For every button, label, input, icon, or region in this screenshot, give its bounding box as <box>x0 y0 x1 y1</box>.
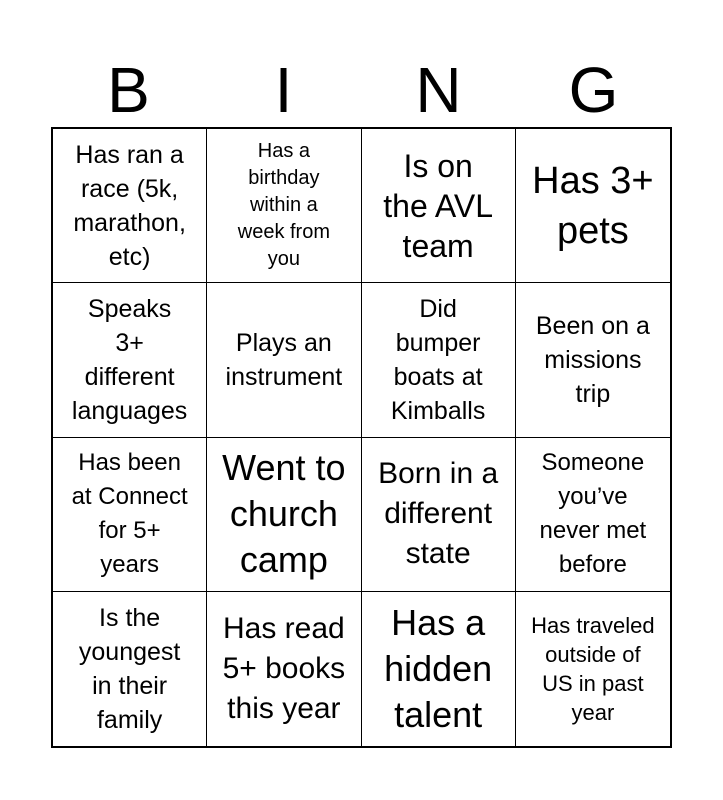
cell-line: marathon, <box>73 208 186 237</box>
bingo-cell[interactable] <box>53 592 207 746</box>
cell-line: different <box>84 362 175 391</box>
bingo-cell[interactable] <box>53 438 207 592</box>
cell-text <box>540 446 647 582</box>
cell-line: boats at <box>393 362 483 391</box>
cell-line: never met <box>539 517 647 545</box>
cell-text <box>384 600 492 738</box>
cell-line: Went to <box>222 447 346 489</box>
bingo-cell[interactable] <box>516 592 670 746</box>
cell-line: Someone <box>541 449 645 477</box>
bingo-cell[interactable] <box>516 283 670 437</box>
cell-line: trip <box>575 379 611 408</box>
cell-line: the AVL <box>383 187 493 224</box>
bingo-cell[interactable] <box>53 129 207 283</box>
cell-line: this year <box>227 691 341 725</box>
cell-line: Is the <box>99 603 161 632</box>
cell-line: different <box>384 497 493 531</box>
header-letter-i: I <box>274 54 293 126</box>
cell-line: church <box>229 493 338 535</box>
cell-line: youngest <box>78 637 181 666</box>
cell-line: Did <box>419 294 457 323</box>
header-letter-g: G <box>568 54 619 126</box>
cell-line: week from <box>237 221 330 244</box>
bingo-cell[interactable] <box>207 129 361 283</box>
cell-line: instrument <box>225 362 343 391</box>
bingo-cell[interactable] <box>207 592 361 746</box>
cell-line: US in past <box>542 670 644 696</box>
cell-line: you <box>267 248 300 271</box>
cell-text <box>223 609 346 729</box>
cell-line: languages <box>71 396 188 425</box>
cell-line: Has a <box>391 601 486 643</box>
cell-line: Born in a <box>378 457 499 491</box>
cell-line: birthday <box>248 167 320 190</box>
bingo-grid <box>51 127 672 748</box>
cell-line: camp <box>239 539 328 581</box>
bingo-cell[interactable] <box>516 129 670 283</box>
cell-line: Has read <box>223 611 345 645</box>
cell-line: before <box>558 551 627 579</box>
cell-line: year <box>571 699 615 725</box>
cell-line: Plays an <box>235 328 332 357</box>
cell-line: Kimballs <box>390 396 486 425</box>
bingo-cell[interactable] <box>362 283 516 437</box>
cell-text <box>73 138 186 274</box>
cell-line: Has ran a <box>75 140 184 169</box>
bingo-cell[interactable] <box>53 283 207 437</box>
cell-line: family <box>96 705 163 734</box>
cell-text <box>531 611 655 727</box>
cell-line: in their <box>92 671 168 700</box>
cell-line: pets <box>556 209 629 252</box>
cell-line: missions <box>544 345 642 374</box>
cell-line: state <box>405 537 471 571</box>
cell-line: Has been <box>78 449 181 477</box>
cell-line: 3+ <box>115 328 144 357</box>
header-letter-n: N <box>415 54 462 126</box>
cell-text <box>226 326 343 394</box>
bingo-cell[interactable] <box>362 592 516 746</box>
cell-line: bumper <box>395 328 481 357</box>
cell-line: at Connect <box>71 483 188 511</box>
cell-text <box>383 146 493 266</box>
cell-line: for 5+ <box>98 517 161 545</box>
cell-line: Speaks <box>87 294 172 323</box>
cell-line: outside of <box>545 641 641 667</box>
cell-line: etc) <box>108 242 151 271</box>
cell-line: race (5k, <box>80 174 179 203</box>
bingo-cell[interactable] <box>516 438 670 592</box>
bingo-cell[interactable] <box>362 438 516 592</box>
cell-text <box>72 446 188 582</box>
cell-line: Has a <box>257 140 310 163</box>
bingo-cell[interactable] <box>207 438 361 592</box>
cell-text <box>391 292 485 428</box>
cell-line: team <box>402 227 474 264</box>
cell-line: Been on a <box>535 311 650 340</box>
cell-text <box>222 445 345 583</box>
bingo-header <box>51 52 671 128</box>
cell-line: hidden <box>384 647 493 689</box>
bingo-cell[interactable] <box>362 129 516 283</box>
cell-text <box>79 601 180 737</box>
cell-text <box>72 292 187 428</box>
cell-text <box>532 156 653 256</box>
cell-text <box>378 454 498 574</box>
cell-line: talent <box>394 693 483 735</box>
bingo-cell[interactable] <box>207 283 361 437</box>
header-letter-b: B <box>107 54 150 126</box>
cell-line: Has 3+ <box>532 159 654 202</box>
cell-line: Is on <box>403 147 473 184</box>
cell-line: you’ve <box>558 483 628 511</box>
cell-line: 5+ books <box>222 651 346 685</box>
cell-line: within a <box>249 194 318 217</box>
cell-text <box>536 309 650 411</box>
cell-line: years <box>100 551 159 579</box>
cell-text <box>238 138 330 273</box>
cell-line: Has traveled <box>531 612 655 638</box>
